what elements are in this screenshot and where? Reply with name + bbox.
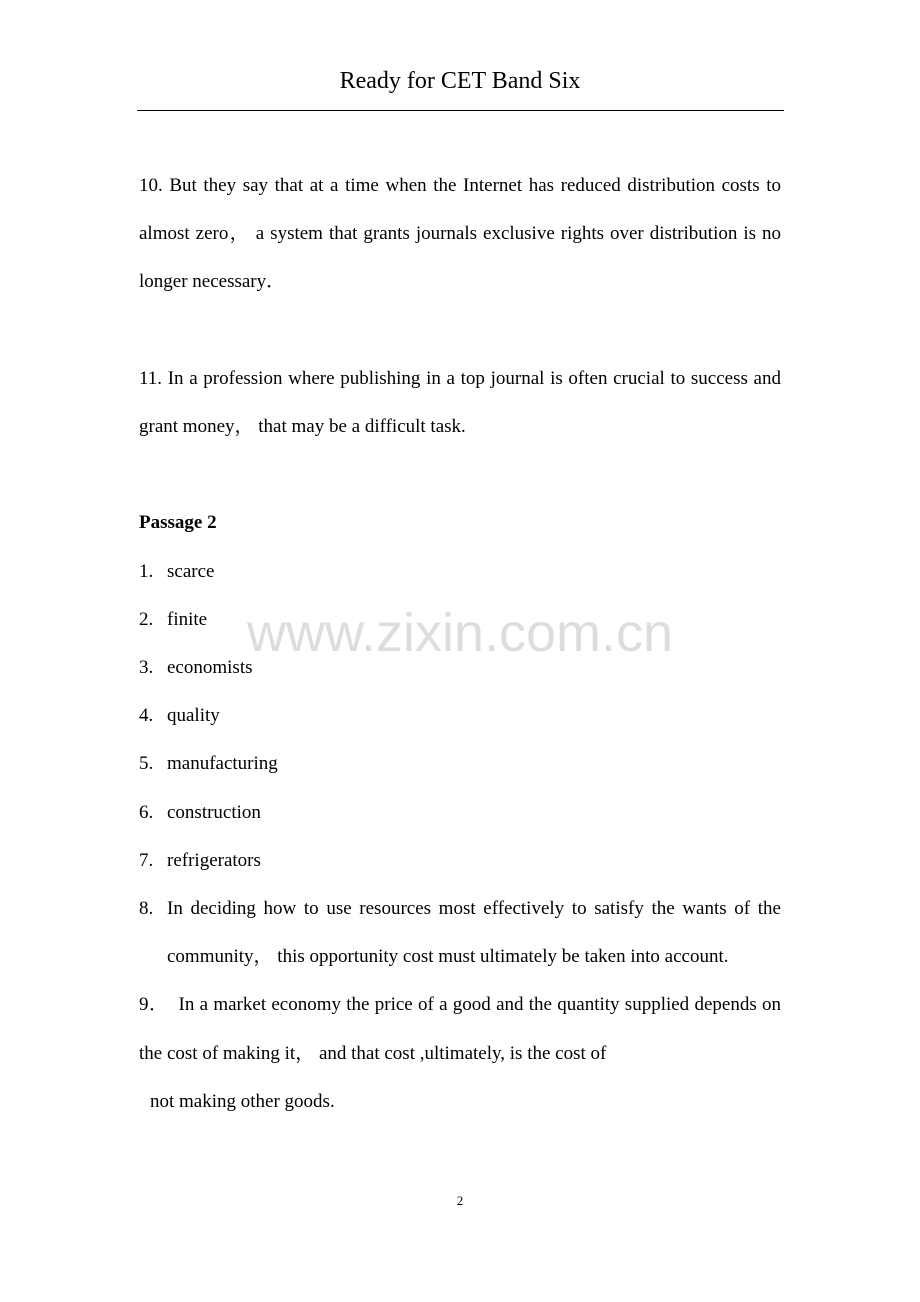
- answer-paragraph-11: 11. In a profession where publishing in a top journal is often crucial to success and grant money， that may be a difficult task.: [139, 367, 781, 437]
- answer-text: In a market economy the price of a good and the quantity supplied depends on the cost of making it， and that cost ,ultimately, is the cost of: [139, 994, 781, 1064]
- answer-text: scarce: [167, 560, 215, 582]
- answer-number: 4.: [139, 705, 154, 727]
- answer-text: construction: [167, 801, 261, 823]
- list-item: [139, 692, 781, 740]
- passage-heading: Passage 2: [139, 512, 217, 534]
- answer-item-9: [139, 981, 781, 1077]
- answer-text: economists: [167, 657, 253, 678]
- list-item: [139, 885, 781, 981]
- answer-text: refrigerators: [167, 849, 261, 871]
- page-number: 2: [456, 1193, 464, 1208]
- answer-number: 7.: [139, 849, 154, 871]
- document-body: [139, 162, 781, 1126]
- list-item: [139, 740, 781, 788]
- answer-text: finite: [167, 608, 208, 630]
- answer-number: 6.: [139, 801, 154, 823]
- answer-item-9-continuation: not making other goods.: [150, 1090, 335, 1112]
- answer-number: 5.: [139, 753, 154, 775]
- answer-text: manufacturing: [167, 753, 278, 775]
- page-header-title: Ready for CET Band Six: [339, 68, 581, 94]
- list-item: [139, 789, 781, 837]
- answer-number: 8.: [139, 898, 154, 920]
- answer-number: 2.: [139, 608, 154, 630]
- answer-text: In deciding how to use resources most effectively to satisfy the wants of the community， this opportunity cost must ultimately be taken into account.: [167, 898, 781, 968]
- list-item: [139, 548, 781, 596]
- header-divider: [137, 110, 784, 111]
- list-item: [139, 644, 781, 692]
- answer-paragraph-10: 10. But they say that at a time when the Internet has reduced distribution costs to almost zero， a system that grants journals exclusive rights over distribution is no longer necessary．: [139, 175, 781, 293]
- answer-number: 9．: [139, 994, 169, 1016]
- answer-number: 3.: [139, 657, 154, 678]
- answer-number: 1.: [139, 560, 154, 582]
- watermark: www.zixin.com.cn: [246, 603, 674, 663]
- answer-text: quality: [167, 705, 220, 727]
- list-item: [139, 596, 781, 644]
- answer-list: [139, 548, 781, 982]
- list-item: [139, 837, 781, 885]
